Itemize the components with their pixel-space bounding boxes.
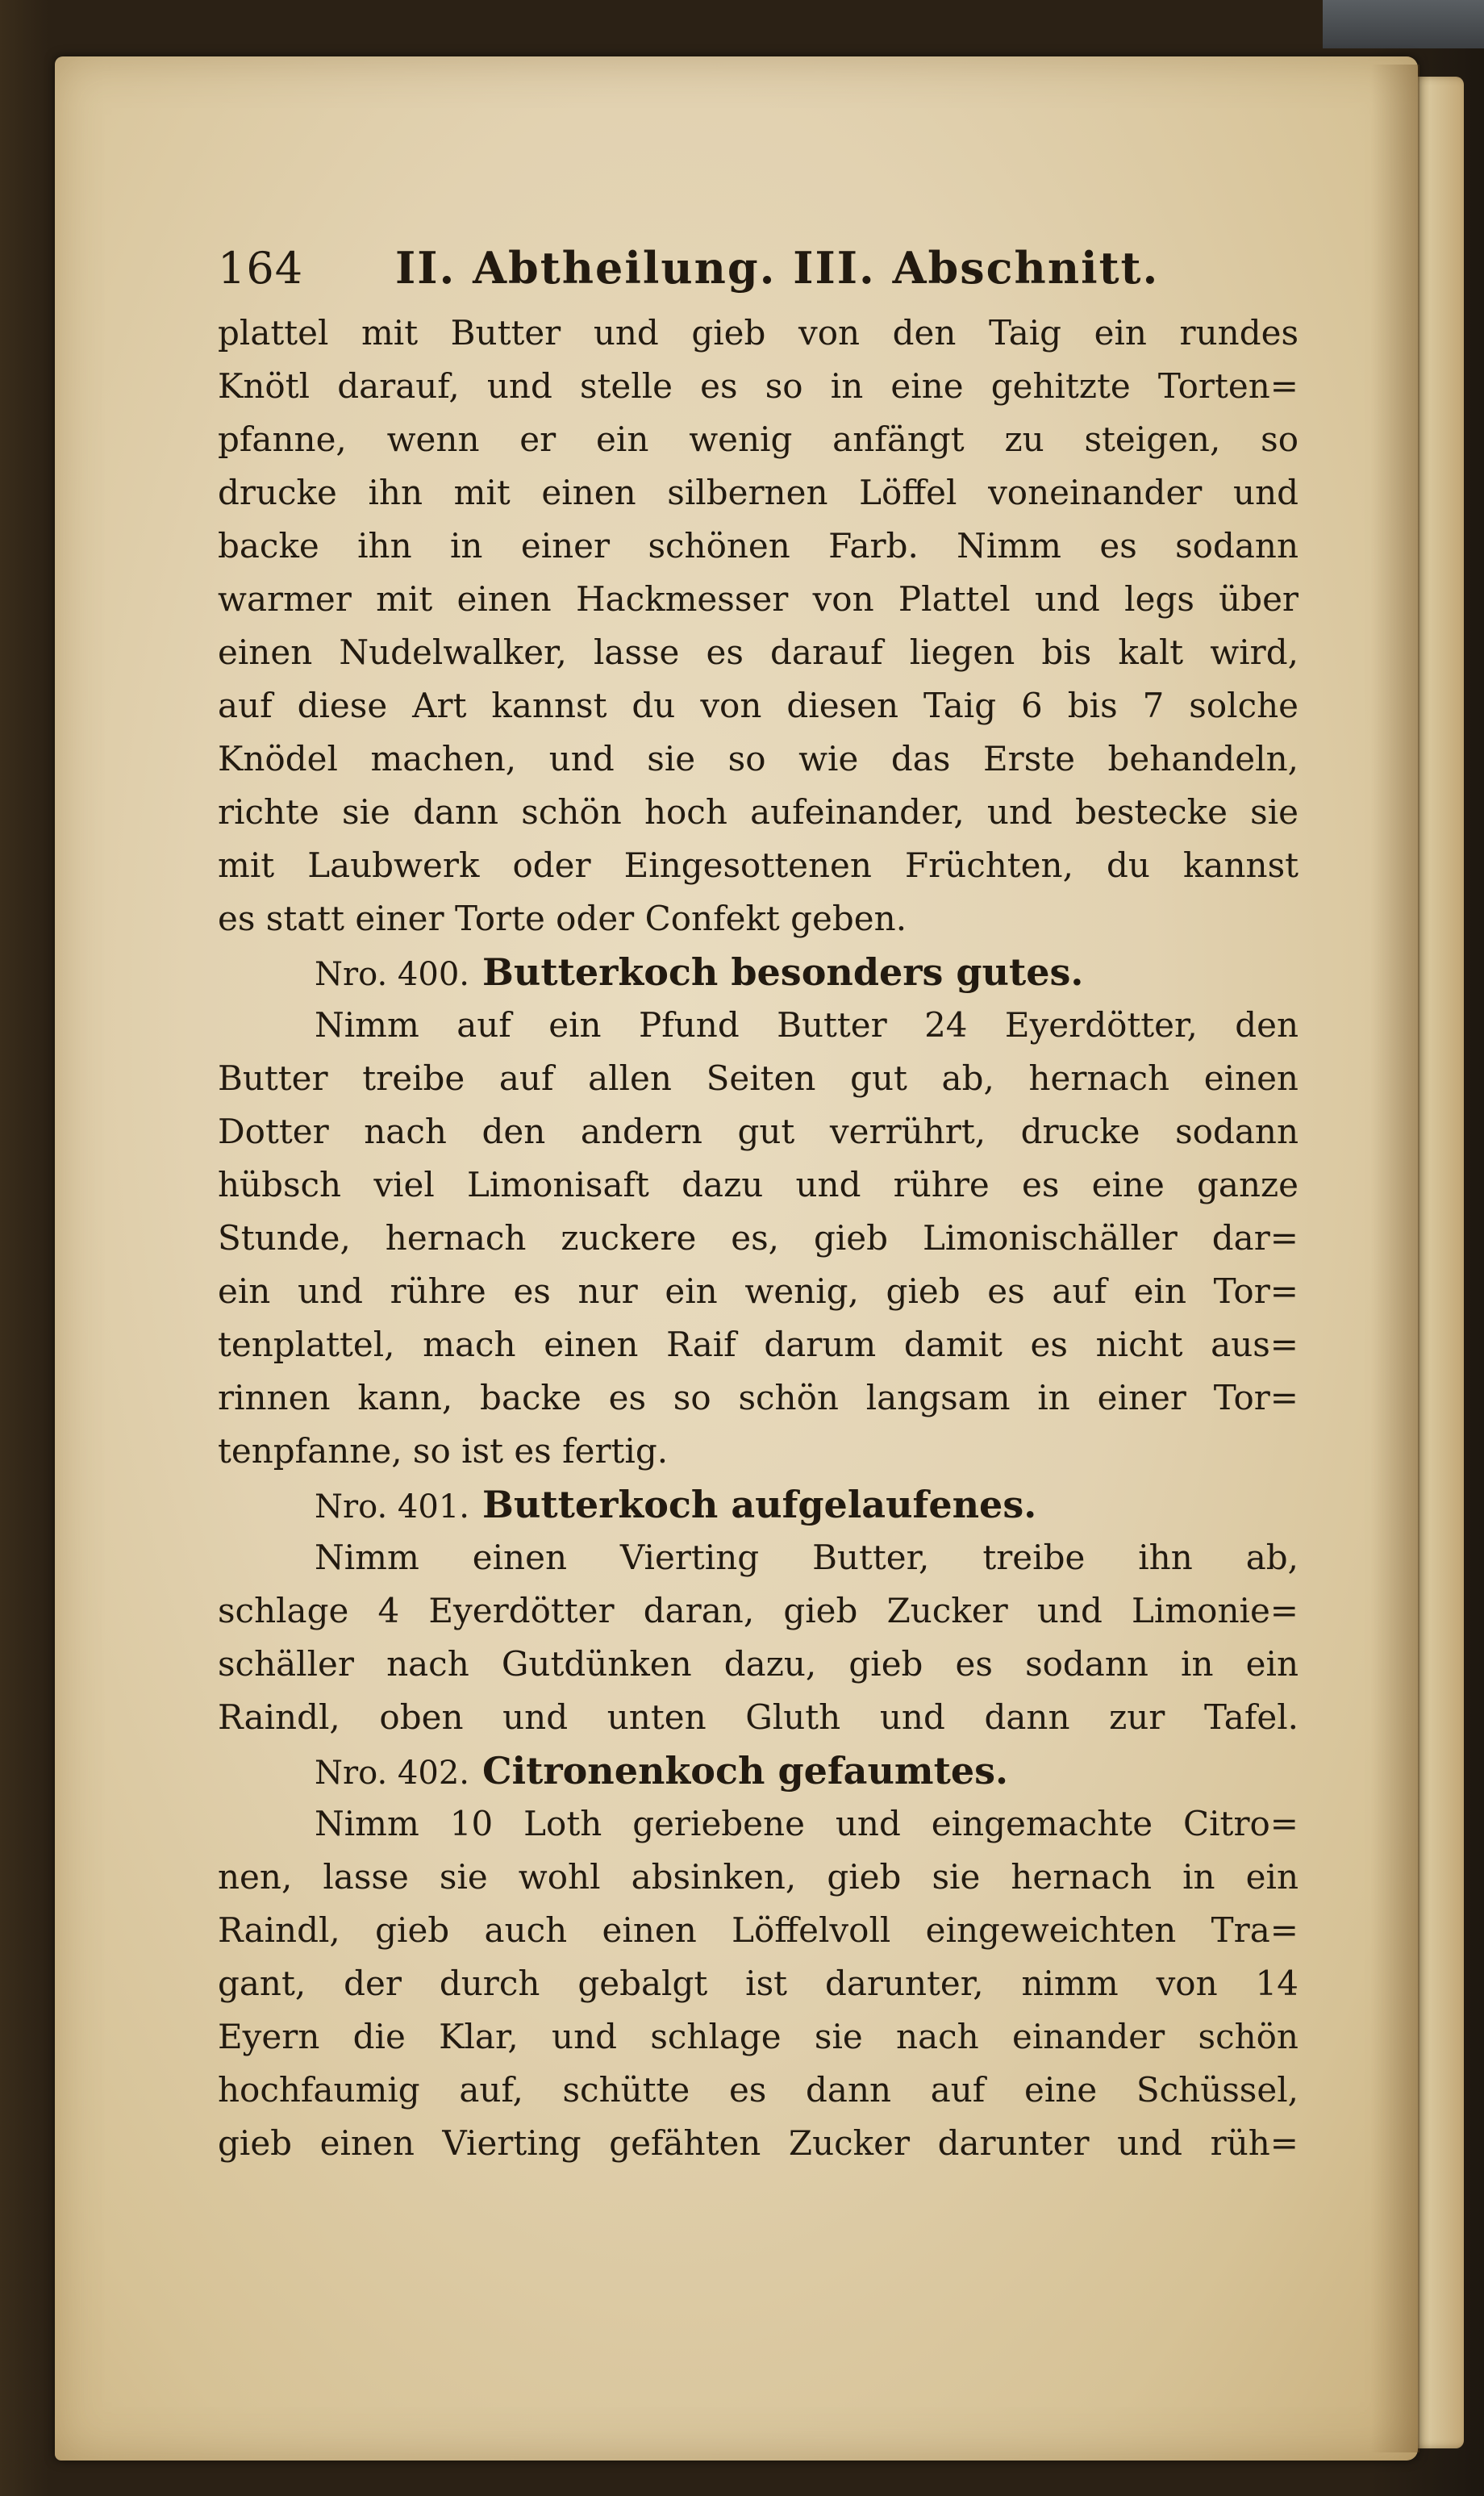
text-line: tenplattel, mach einen Raif darum damit es nicht aus=: [218, 1325, 1298, 1364]
text-line: richte sie dann schön hoch aufeinander, und bestecke sie: [218, 792, 1298, 832]
text-line: gieb einen Vierting gefähten Zucker darunter und rüh=: [218, 2123, 1298, 2163]
text-line: schäller nach Gutdünken dazu, gieb es sodann in ein: [218, 1644, 1298, 1684]
recipe-number: Nro. 402.: [315, 1755, 469, 1792]
continued-paragraph: [218, 307, 1298, 945]
text-line: Nimm auf ein Pfund Butter 24 Eyerdötter, den: [315, 1005, 1298, 1045]
text-line: Nimm einen Vierting Butter, treibe ihn ab,: [315, 1538, 1298, 1577]
recipe-title: Citronenkoch gefaumtes.: [482, 1749, 1009, 1793]
text-line: pfanne, wenn er ein wenig anfängt zu steigen, so: [218, 419, 1298, 459]
text-line: Knödel machen, und sie so wie das Erste behandeln,: [218, 739, 1298, 778]
recipe-400: [218, 945, 1298, 1478]
text-line: auf diese Art kannst du von diesen Taig 6 bis 7 solche: [218, 686, 1298, 725]
running-title: II. Abtheilung. III. Abschnitt.: [395, 242, 1160, 294]
recipe-heading: [218, 945, 1298, 999]
text-line: Butter treibe auf allen Seiten gut ab, hernach einen: [218, 1058, 1298, 1098]
page-number: 164: [218, 243, 304, 294]
text-line: mit Laubwerk oder Eingesottenen Früchten, du kannst: [218, 845, 1298, 885]
text-line: hochfaumig auf, schütte es dann auf eine Schüssel,: [218, 2070, 1298, 2110]
text-line: nen, lasse sie wohl absinken, gieb sie hernach in ein: [218, 1857, 1298, 1897]
text-line: einen Nudelwalker, lasse es darauf liegen bis kalt wird,: [218, 632, 1298, 672]
text-line: Eyern die Klar, und schlage sie nach einander schön: [218, 2017, 1298, 2056]
recipe-heading: [218, 1744, 1298, 1797]
text-line: Raindl, gieb auch einen Löffelvoll eingeweichten Tra=: [218, 1910, 1298, 1950]
running-head: [218, 242, 1298, 307]
recipe-heading: [218, 1478, 1298, 1531]
text-line: Stunde, hernach zuckere es, gieb Limonischäller dar=: [218, 1218, 1298, 1258]
text-line: plattel mit Butter und gieb von den Taig ein rundes: [218, 313, 1298, 353]
text-line: drucke ihn mit einen silbernen Löffel voneinander und: [218, 473, 1298, 512]
text-line: ein und rühre es nur ein wenig, gieb es auf ein Tor=: [218, 1271, 1298, 1311]
text-line: gant, der durch gebalgt ist darunter, nimm von 14: [218, 1964, 1298, 2003]
gutter-shadow: [1371, 65, 1419, 2452]
text-line: backe ihn in einer schönen Farb. Nimm es sodann: [218, 526, 1298, 566]
text-line: rinnen kann, backe es so schön langsam in einer Tor=: [218, 1378, 1298, 1417]
text-line: es statt einer Torte oder Confekt geben.: [218, 899, 907, 938]
text-line: Nimm 10 Loth geriebene und eingemachte Citro=: [315, 1804, 1298, 1843]
scanner-edge: [1323, 0, 1484, 48]
text-line: Knötl darauf, und stelle es so in eine gehitzte Torten=: [218, 366, 1298, 406]
recipe-401: [218, 1478, 1298, 1744]
recipe-number: Nro. 400.: [315, 956, 469, 993]
recipe-number: Nro. 401.: [315, 1488, 469, 1526]
recipe-title: Butterkoch besonders gutes.: [482, 950, 1084, 994]
text-line: warmer mit einen Hackmesser von Plattel und legs über: [218, 579, 1298, 619]
recipe-402: [218, 1744, 1298, 2170]
text-line: schlage 4 Eyerdötter daran, gieb Zucker und Limonie=: [218, 1591, 1298, 1630]
text-line: Raindl, oben und unten Gluth und dann zur Tafel.: [218, 1697, 1298, 1737]
page-text: [218, 242, 1298, 2170]
recipe-title: Butterkoch aufgelaufenes.: [482, 1483, 1037, 1526]
text-line: Dotter nach den andern gut verrührt, drucke sodann: [218, 1112, 1298, 1151]
text-line: hübsch viel Limonisaft dazu und rühre es eine ganze: [218, 1165, 1298, 1204]
text-line: tenpfanne, so ist es fertig.: [218, 1431, 669, 1471]
